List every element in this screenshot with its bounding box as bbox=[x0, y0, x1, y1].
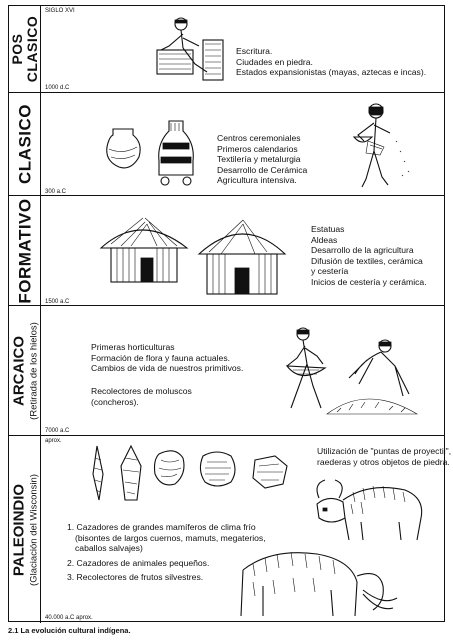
item: Difusión de textiles, cerámica bbox=[311, 255, 423, 266]
period-paleoindio bbox=[9, 435, 452, 623]
scribe-illustration bbox=[147, 12, 225, 84]
period-items bbox=[91, 342, 243, 374]
item: Primeras horticulturas bbox=[91, 342, 175, 352]
item: 1. Cazadores de grandes mamíferos de clima frío bbox=[67, 522, 256, 532]
mammoth-illustration bbox=[213, 546, 403, 622]
period-title-block bbox=[11, 322, 39, 420]
item: Cambios de vida de nuestros primitivos. bbox=[91, 363, 244, 374]
date-label: 7000 a.C bbox=[45, 428, 70, 434]
date-label: 300 a.C bbox=[45, 189, 67, 195]
item: (concheros). bbox=[91, 396, 139, 407]
period-clasico bbox=[9, 92, 444, 195]
period-title: ARCAICO bbox=[9, 335, 27, 406]
item: 3. Recolectores de frutos silvestres. bbox=[67, 572, 204, 583]
date-label: SIGLO XVI bbox=[45, 8, 75, 14]
period-posclasico bbox=[9, 6, 444, 92]
item: Desarrollo de Cerámica bbox=[217, 164, 308, 175]
period-label-cell bbox=[9, 306, 41, 435]
item: Formación de flora y fauna actuales. bbox=[91, 352, 231, 363]
period-subtitle: (Glaciación del Wisconsin) bbox=[27, 473, 39, 586]
period-items bbox=[217, 133, 307, 186]
period-formativo bbox=[9, 195, 444, 305]
date-label: 1500 a.C bbox=[45, 299, 70, 305]
period-label-cell bbox=[9, 436, 41, 623]
shellfish-gatherers-illustration bbox=[257, 324, 427, 424]
stone-tools-illustration bbox=[91, 444, 303, 506]
item: Utilización de "puntas de proyectil", bbox=[317, 446, 452, 456]
period-label-cell bbox=[9, 6, 41, 92]
date-label: 1000 d.C bbox=[45, 85, 70, 91]
period-arcaico bbox=[9, 305, 444, 435]
item: Inicios de cestería y cerámica. bbox=[311, 276, 427, 287]
period-title: FORMATIVO bbox=[15, 197, 34, 304]
period-subtitle: (Retirada de los hielos) bbox=[27, 321, 39, 420]
date-label-aprox: aprox. bbox=[45, 438, 62, 444]
item: raederas y otros objetos de piedra. bbox=[317, 456, 450, 467]
item: Recolectores de moluscos bbox=[91, 386, 192, 396]
item: Centros ceremoniales bbox=[217, 133, 301, 143]
huts-illustration bbox=[97, 210, 287, 300]
item: Estatuas bbox=[311, 224, 345, 234]
tools-description bbox=[317, 446, 451, 467]
item: Aldeas bbox=[311, 234, 338, 245]
item: Ciudades en piedra. bbox=[236, 56, 313, 67]
item: Desarrollo de la agricultura bbox=[311, 245, 414, 256]
date-label-bottom: 40.000 a.C aprox. bbox=[45, 615, 93, 621]
item: Textilería y metalurgia bbox=[217, 154, 301, 165]
period-title: PALEOINDIO bbox=[9, 483, 27, 576]
period-label-cell bbox=[9, 93, 41, 195]
item: 2. Cazadores de animales pequeños. bbox=[67, 557, 210, 568]
period-title: POS CLASICO bbox=[8, 15, 40, 83]
item: Agricultura intensiva. bbox=[217, 175, 297, 186]
period-items bbox=[311, 224, 427, 288]
figure-caption: 2.1 La evolución cultural indígena. bbox=[8, 626, 131, 635]
period-label-cell bbox=[9, 196, 41, 305]
item: Primeros calendarios bbox=[217, 143, 298, 154]
timeline-frame bbox=[8, 5, 452, 622]
item: caballos salvajes) bbox=[75, 543, 143, 554]
item: y cestería bbox=[311, 266, 349, 277]
period-items bbox=[236, 46, 426, 78]
bison-illustration bbox=[309, 474, 429, 544]
period-items-secondary bbox=[91, 386, 192, 407]
item: Estados expansionistas (mayas, aztecas e incas). bbox=[236, 67, 427, 78]
period-title: CLASICO bbox=[15, 104, 34, 184]
pottery-illustration bbox=[99, 121, 209, 187]
sower-illustration bbox=[344, 101, 424, 193]
period-title-block bbox=[11, 474, 39, 586]
item: Escritura. bbox=[236, 46, 273, 56]
item: (bisontes de largos cuernos, mamuts, megaterios, bbox=[75, 532, 266, 543]
